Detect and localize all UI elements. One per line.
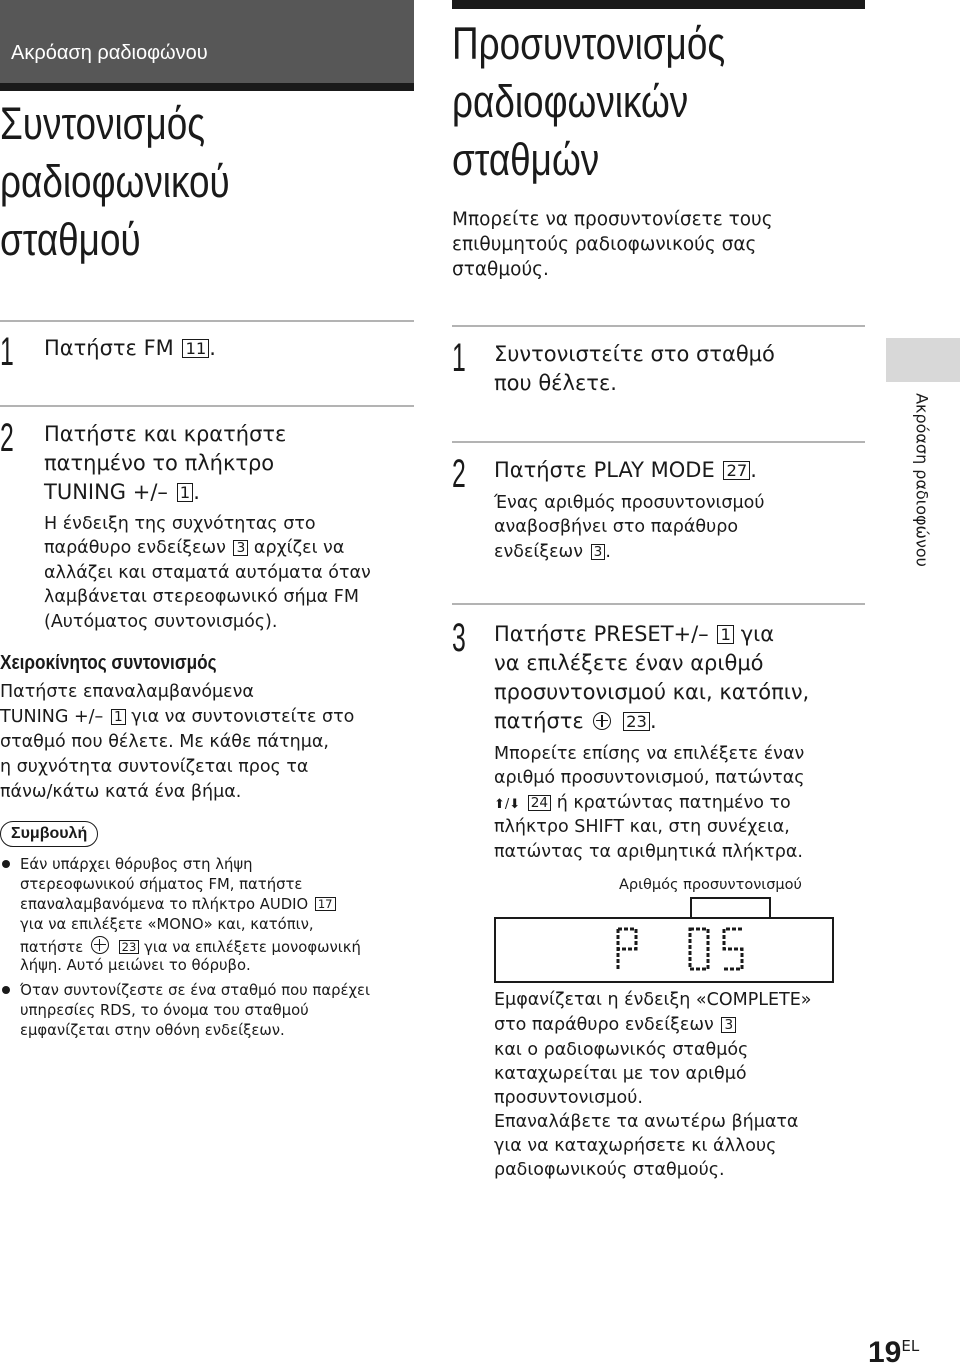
section-header-underline <box>0 83 414 91</box>
step-2-desc-3: αλλάζει και σταματά αυτόματα όταν <box>44 563 371 583</box>
key-ref: 23 <box>623 712 650 731</box>
tip-1-line-3 <box>20 895 336 916</box>
key-ref: 1 <box>717 625 734 644</box>
right-step-1-line-2: που θέλετε. <box>494 371 617 395</box>
callout-bracket-left <box>690 897 692 917</box>
right-step-3-desc-3b: ή κρατώντας πατημένο το <box>556 793 791 813</box>
right-title-line-1: Προσυντονισμός <box>452 18 726 69</box>
tip-label: Συμβουλή <box>11 825 88 842</box>
result-line-2a: στο παράθυρο ενδείξεων <box>494 1015 714 1035</box>
key-ref: 27 <box>723 461 750 480</box>
step-divider <box>0 320 414 322</box>
key-ref: 1 <box>111 709 126 725</box>
step-2-desc-1: Η ένδειξη της συχνότητας στο <box>44 514 316 534</box>
manual-line-2b: για να συντονιστείτε στο <box>131 707 355 727</box>
right-step-3-desc-4: πλήκτρο SHIFT και, στη συνέχεια, <box>494 817 790 837</box>
manual-tuning: TUNING +/– <box>0 707 104 727</box>
result-line-8: ραδιοφωνικούς σταθμούς. <box>494 1160 725 1180</box>
tip-1-line-6: λήψη. Αυτό μειώνει το θόρυβο. <box>20 957 251 974</box>
right-intro-line-1: Μπορείτε να προσυντονίσετε τους <box>452 209 773 230</box>
step-number: 1 <box>452 336 466 380</box>
tip-2-line-1: Όταν συντονίζεστε σε ένα σταθμό που παρέχει <box>20 982 371 999</box>
key-ref: 3 <box>721 1017 736 1033</box>
key-ref: 24 <box>528 795 551 811</box>
step-divider <box>452 603 865 605</box>
right-intro-line-2: επιθυμητούς ραδιοφωνικούς σας <box>452 234 757 255</box>
right-step-2-desc-3a: ενδείξεων <box>494 542 583 562</box>
step-number: 1 <box>0 330 14 374</box>
step-2-desc-2b: αρχίζει να <box>253 538 345 558</box>
left-title-line-1: Συντονισμός <box>0 98 206 149</box>
right-step-3-desc-2: αριθμό προσυντονισμού, πατώντας <box>494 768 805 788</box>
result-line-4: καταχωρείται με τον αριθμό <box>494 1064 747 1084</box>
section-header: Ακρόαση ραδιοφώνου <box>11 42 208 64</box>
enter-icon <box>593 712 611 730</box>
manual-heading: Χειροκίνητος συντονισμός <box>0 652 217 674</box>
right-step-3-desc-3 <box>494 791 791 818</box>
tip-1-line-5b: για να επιλέξετε μονοφωνική <box>144 939 361 956</box>
step-2-desc-5: (Αυτόματος συντονισμός). <box>44 612 278 632</box>
right-step-3-desc-5: πατώντας τα αριθμητικά πλήκτρα. <box>494 842 803 862</box>
key-ref: 3 <box>233 540 248 556</box>
right-step-2-desc-1: Ένας αριθμός προσυντονισμού <box>494 493 765 513</box>
step-2-desc-2a: παράθυρο ενδείξεων <box>44 538 226 558</box>
result-line-6: Επαναλάβετε τα ανωτέρω βήματα <box>494 1112 799 1132</box>
step-number: 2 <box>452 452 466 496</box>
step-2-line-1: Πατήστε και κρατήστε <box>44 422 287 446</box>
display-window <box>494 917 834 983</box>
right-step-2-line-1: Πατήστε PLAY MODE 27 . <box>494 458 757 482</box>
right-step-1-line-1: Συντονιστείτε στο σταθμό <box>494 342 775 366</box>
manual-line-4: η συχνότητα συντονίζεται προς τα <box>0 757 309 777</box>
step-1-text: Πατήστε FM 11 . <box>44 336 216 360</box>
tip-1-line-3a: επαναλαμβανόμενα το πλήκτρο AUDIO <box>20 896 309 913</box>
enter-icon <box>91 936 109 954</box>
right-step-3-line-1a: Πατήστε PRESET+/– <box>494 622 709 646</box>
right-step-3-line-1 <box>494 620 774 649</box>
tip-2-line-3: εμφανίζεται στην οθόνη ενδείξεων. <box>20 1022 285 1039</box>
right-step-3-line-2: να επιλέξετε έναν αριθμό <box>494 651 764 675</box>
right-step-3-desc-1: Μπορείτε επίσης να επιλέξετε έναν <box>494 744 805 764</box>
step-divider <box>452 325 865 327</box>
result-line-7: για να καταχωρήσετε κι άλλους <box>494 1136 777 1156</box>
step-1-label: Πατήστε FM <box>44 336 174 360</box>
right-intro-line-3: σταθμούς. <box>452 259 549 280</box>
result-line-1: Εμφανίζεται η ένδειξη «COMPLETE» <box>494 990 812 1010</box>
right-step-2-label: Πατήστε PLAY MODE <box>494 458 715 482</box>
manual-line-5: πάνω/κάτω κατά ένα βήμα. <box>0 782 242 802</box>
display-callout-label: Αριθμός προσυντονισμού <box>619 877 802 893</box>
tip-1-line-4: για να επιλέξετε «MONO» και, κατόπιν, <box>20 916 314 933</box>
tip-2-line-2: υπηρεσίες RDS, το όνομα του σταθμού <box>20 1002 309 1019</box>
step-2-desc-4: λαμβάνεται στερεοφωνικό σήμα FM <box>44 587 359 607</box>
callout-bracket-right <box>769 897 771 917</box>
left-title-line-2: ραδιοφωνικού <box>0 156 230 207</box>
step-number: 2 <box>0 416 14 460</box>
page-number-value: 19 <box>868 1336 902 1369</box>
right-title-line-3: σταθμών <box>452 134 600 185</box>
up-down-arrow-icon: ⬆/⬇ <box>494 797 521 812</box>
right-step-3-line-4: πατήστε 23 . <box>494 709 657 733</box>
key-ref: 11 <box>182 339 209 358</box>
tip-1-line-5a: πατήστε <box>20 939 84 956</box>
side-tab <box>886 338 960 382</box>
key-ref: 1 <box>177 483 194 502</box>
result-line-2 <box>494 1013 736 1038</box>
step-divider <box>452 441 865 443</box>
right-title-line-2: ραδιοφωνικών <box>452 76 689 127</box>
result-line-5: προσυντονισμού. <box>494 1088 643 1108</box>
right-top-rule <box>452 0 865 9</box>
bullet <box>2 986 10 994</box>
callout-bracket <box>690 897 770 899</box>
bullet <box>2 860 10 868</box>
step-2-desc-2 <box>44 536 344 561</box>
tip-1-line-1: Εάν υπάρχει θόρυβος στη λήψη <box>20 856 253 873</box>
display-readout-graphic <box>496 919 832 981</box>
page-language: EL <box>901 1337 920 1355</box>
tip-badge <box>0 821 98 847</box>
tip-1-line-2: στερεοφωνικού σήματος FM, πατήστε <box>20 876 303 893</box>
step-2-tuning: TUNING +/– <box>44 480 168 504</box>
right-step-3-line-4a: πατήστε <box>494 709 584 733</box>
manual-line-1: Πατήστε επαναλαμβανόμενα <box>0 682 254 702</box>
right-step-3-line-3: προσυντονισμού και, κατόπιν, <box>494 680 810 704</box>
side-tab-label: Ακρόαση ραδιοφώνου <box>912 393 932 567</box>
step-2-line-2: πατημένο το πλήκτρο <box>44 451 275 475</box>
key-ref: 23 <box>119 940 140 954</box>
step-divider <box>0 405 414 407</box>
section-header-bar <box>0 0 414 83</box>
right-step-2-desc-2: αναβοσβήνει στο παράθυρο <box>494 517 739 537</box>
right-step-3-line-1b: για <box>740 622 775 646</box>
result-line-3: και ο ραδιοφωνικός σταθμός <box>494 1040 749 1060</box>
right-step-2-desc-3: ενδείξεων 3 . <box>494 542 611 562</box>
manual-line-2 <box>0 705 354 730</box>
manual-line-3: σταθμό που θέλετε. Με κάθε πάτημα, <box>0 732 329 752</box>
step-2-line-3: TUNING +/– 1 . <box>44 480 200 504</box>
left-title-line-3: σταθμού <box>0 214 141 265</box>
key-ref: 3 <box>591 544 606 560</box>
step-number: 3 <box>452 616 466 660</box>
key-ref: 17 <box>315 897 336 911</box>
page-number <box>868 1336 919 1370</box>
